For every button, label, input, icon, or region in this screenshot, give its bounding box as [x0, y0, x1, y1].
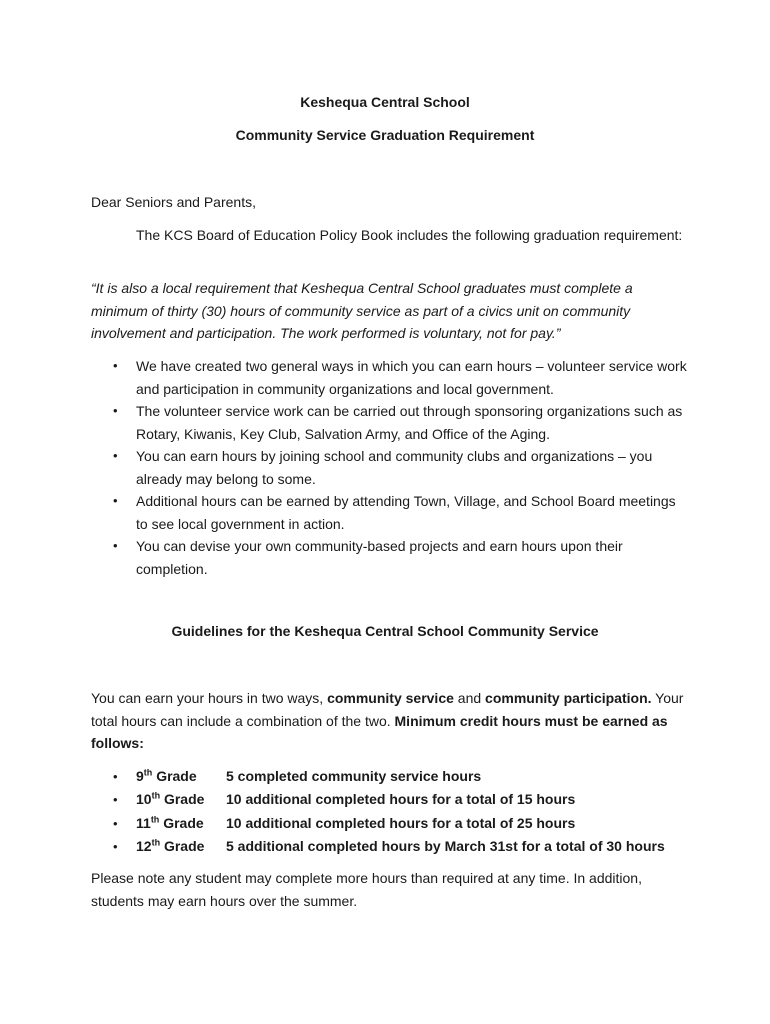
- bullet-icon: •: [113, 815, 118, 831]
- policy-quote: “It is also a local requirement that Keshequa Central School graduates must complete a minimum of thirty (30) hours of community service as part of a civics unit on community involvement and participation. The work performed is voluntary, not for pay.”: [91, 280, 633, 341]
- bullet-icon: •: [113, 493, 118, 508]
- grade-row: [91, 788, 731, 811]
- bullet-icon: •: [113, 358, 118, 373]
- list-item: • You can earn hours by joining school and community clubs and organizations – you already may belong to some.: [91, 445, 691, 490]
- grade-row: [91, 835, 731, 858]
- community-participation-term: community participation.: [485, 690, 652, 706]
- list-item: • We have created two general ways in which you can earn hours – volunteer service work and participation in community organizations and local government.: [91, 355, 691, 400]
- closing-paragraph: Please note any student may complete more hours than required at any time. In addition, students may earn hours over the summer.: [91, 870, 642, 909]
- community-service-term: community service: [327, 690, 454, 706]
- school-name: Keshequa Central School: [300, 94, 470, 110]
- grade-requirement: 10 additional completed hours for a total of 25 hours: [226, 814, 576, 831]
- grade-row: [91, 812, 731, 835]
- earning-methods-list: [91, 355, 691, 580]
- intro-paragraph: The KCS Board of Education Policy Book includes the following graduation requirement:: [136, 227, 683, 243]
- guidelines-paragraph: You can earn your hours in two ways, community service and community participation. Your total hours can include a combination of the two. Minimum credit hours must be earned as follows:: [91, 690, 684, 751]
- minimum-hours-note: Minimum credit hours must be earned as follows:: [91, 712, 668, 751]
- grade-label: 11th Grade: [136, 813, 204, 831]
- bullet-icon: •: [113, 838, 118, 854]
- list-item: • You can devise your own community-based projects and earn hours upon their completion.: [91, 535, 691, 580]
- document-title: Community Service Graduation Requirement: [235, 127, 535, 143]
- bullet-icon: •: [113, 538, 118, 553]
- list-item: • The volunteer service work can be carried out through sponsoring organizations such as Rotary, Kiwanis, Key Club, Salvation Army, and Office of the Aging.: [91, 400, 691, 445]
- bullet-icon: •: [113, 769, 118, 784]
- guidelines-heading: Guidelines for the Keshequa Central School Community Service: [171, 623, 599, 639]
- grade-requirement: 5 completed community service hours: [226, 768, 482, 784]
- grade-label: 12th Grade: [136, 837, 205, 854]
- list-item: • Additional hours can be earned by attending Town, Village, and School Board meetings to see local government in action.: [91, 490, 691, 535]
- bullet-icon: •: [113, 403, 118, 418]
- grade-requirements-list: [91, 765, 731, 858]
- salutation: Dear Seniors and Parents,: [91, 194, 256, 210]
- bullet-icon: •: [113, 448, 118, 463]
- grade-requirement: 5 additional completed hours by March 31st for a total of 30 hours: [226, 837, 665, 854]
- bullet-icon: •: [113, 792, 118, 808]
- grade-label: 9th Grade: [136, 767, 197, 784]
- grade-row: [91, 765, 731, 788]
- grade-requirement: 10 additional completed hours for a total of 15 hours: [226, 791, 576, 808]
- grade-label: 10th Grade: [136, 790, 205, 808]
